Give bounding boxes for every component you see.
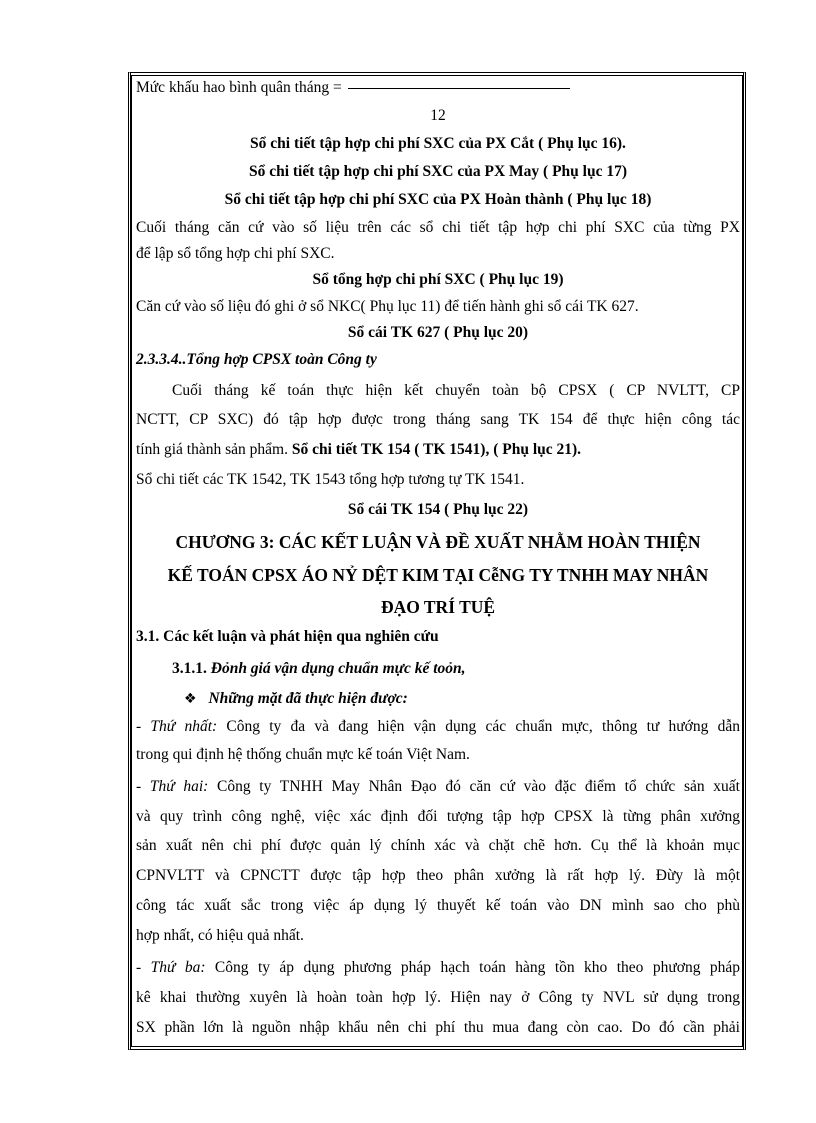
paragraph-line: - Thứ ba: Công ty áp dụng phương pháp hạch toán hàng tồn kho theo phương pháp bbox=[136, 959, 740, 976]
chapter-title-line-1: CHƯƠNG 3: CÁC KẾT LUẬN VÀ ĐỀ XUẤT NHẰM HOÀN THIỆN bbox=[175, 532, 701, 552]
paragraph-line: kê khai thường xuyên là hoàn toàn hợp lý. Hiện nay ở Công ty NVL sử dụng trong bbox=[136, 989, 740, 1006]
paragraph-line: để lập sổ tổng hợp chi phí SXC. bbox=[136, 245, 335, 262]
ledger-cut-line: Sổ chi tiết tập hợp chi phí SXC của PX Cắt ( Phụ lục 16). bbox=[250, 135, 626, 152]
ledger-sewing-line: Sổ chi tiết tập hợp chi phí SXC của PX May ( Phụ lục 17) bbox=[248, 163, 628, 180]
formula-label: Mức khấu hao bình quân tháng = bbox=[136, 79, 342, 96]
paragraph-line: sản xuất nên chi phí được quản lý chính xác và chặt chẽ hơn. Cụ thể là khoản mục bbox=[136, 837, 740, 854]
general-ledger-627-line: Sổ cái TK 627 ( Phụ lục 20) bbox=[347, 324, 529, 341]
paragraph-line: - Thứ nhất: Công ty đa và đang hiện vận dụng các chuẩn mực, thông tư hướng dẫn bbox=[136, 718, 740, 735]
section-heading-311: 3.1.1. Đỏnh giá vận dụng chuẩn mực kế toỏn, bbox=[172, 660, 466, 677]
paragraph-line: công tác xuất sắc trong việc áp dụng lý thuyết kế toán vào DN mình sao cho phù bbox=[136, 897, 740, 914]
chapter-title-line-3: ĐẠO TRÍ TUỆ bbox=[380, 597, 496, 617]
section-heading-31: 3.1. Các kết luận và phát hiện qua nghiên cứu bbox=[136, 628, 439, 645]
paragraph-line: Căn cứ vào số liệu đó ghi ở sổ NKC( Phụ lục 11) để tiến hành ghi sổ cái TK 627. bbox=[136, 298, 639, 315]
ledger-finishing-line: Sổ chi tiết tập hợp chi phí SXC của PX Hoàn thành ( Phụ lục 18) bbox=[224, 191, 652, 208]
section-heading-2334: 2.3.3.4..Tổng hợp CPSX toàn Công ty bbox=[136, 351, 377, 368]
paragraph-line: và quy trình công nghệ, việc xác định đối tượng tập hợp CPSX là từng phân xưởng bbox=[136, 808, 740, 825]
depreciation-formula bbox=[136, 78, 740, 98]
general-ledger-154-line: Sổ cái TK 154 ( Phụ lục 22) bbox=[347, 501, 529, 518]
diamond-bullet-icon: ❖ bbox=[184, 691, 197, 707]
bullet-heading: ❖ Những mặt đã thực hiện được: bbox=[184, 690, 408, 707]
paragraph-line: Sổ chi tiết các TK 1542, TK 1543 tổng hợp tương tự TK 1541. bbox=[136, 471, 525, 488]
paragraph-line: Cuối tháng căn cứ vào số liệu trên các sổ chi tiết tập hợp chi phí SXC của từng PX bbox=[136, 219, 740, 236]
paragraph-line: Cuối tháng kế toán thực hiện kết chuyển toàn bộ CPSX ( CP NVLTT, CP bbox=[172, 382, 740, 399]
fraction-rule bbox=[348, 88, 570, 89]
paragraph-line: CPNVLTT và CPNCTT được tập hợp theo phân xưởng là rất hợp lý. Đừy là một bbox=[136, 867, 740, 884]
paragraph-line: tính giá thành sản phẩm. Sổ chi tiết TK 154 ( TK 1541), ( Phụ lục 21). bbox=[136, 441, 582, 458]
paragraph-line: hợp nhất, có hiệu quả nhất. bbox=[136, 927, 304, 944]
paragraph-line: SX phần lớn là nguồn nhập khẩu nên chi phí thu mua đang còn cao. Do đó cần phải bbox=[136, 1019, 740, 1036]
summary-ledger-line: Sổ tổng hợp chi phí SXC ( Phụ lục 19) bbox=[312, 271, 564, 288]
paragraph-line: - Thứ hai: Công ty TNHH May Nhân Đạo đó căn cứ vào đặc điểm tổ chức sản xuất bbox=[136, 778, 740, 795]
formula-denominator: 12 bbox=[430, 107, 446, 124]
detail-ledger-154-ref: Sổ chi tiết TK 154 ( TK 1541), ( Phụ lục 21). bbox=[291, 441, 582, 458]
paragraph-line: trong qui định hệ thống chuẩn mực kế toán Việt Nam. bbox=[136, 746, 470, 763]
chapter-title-line-2: KẾ TOÁN CPSX ÁO NỶ DỆT KIM TẠI CễNG TY TNHH MAY NHÂN bbox=[167, 565, 709, 585]
paragraph-line: NCTT, CP SXC) đó tập hợp được trong tháng sang TK 154 để thực hiện công tác bbox=[136, 411, 740, 428]
